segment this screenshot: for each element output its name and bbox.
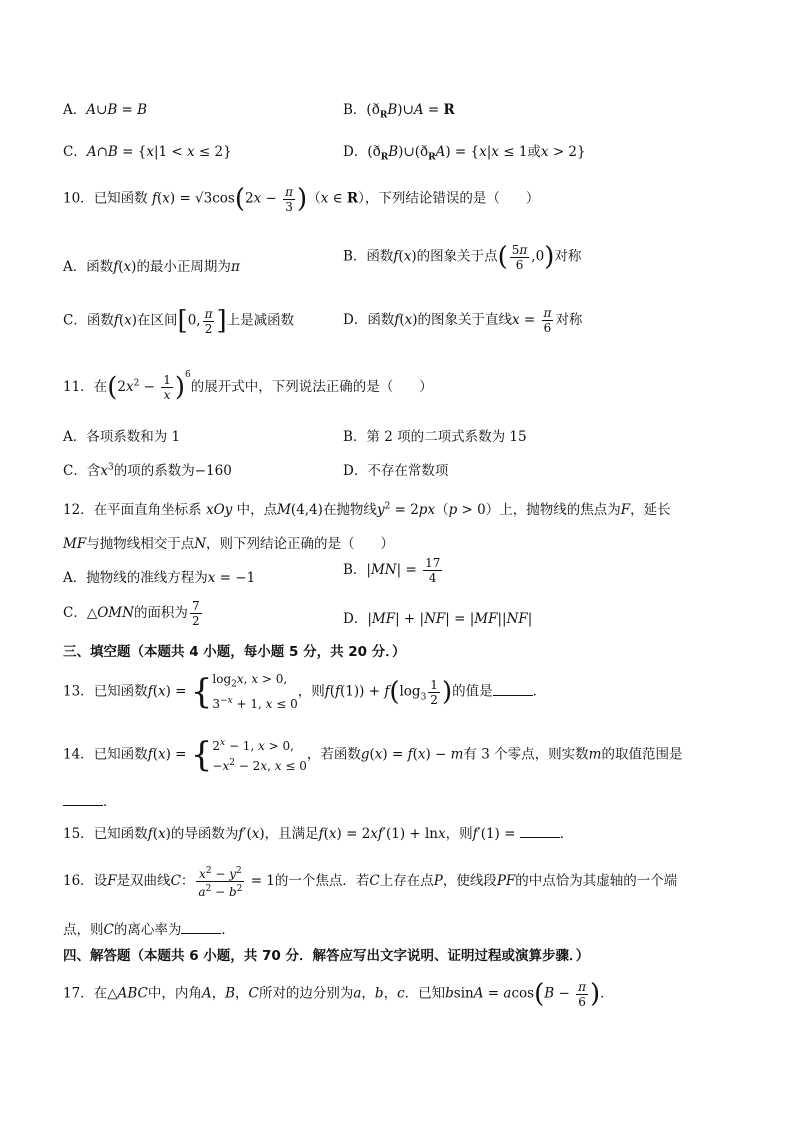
q12-option-c: C．△OMN的面积为 $\frac{7}{2}$ — [63, 599, 200, 628]
q10-option-a: A．函数f(x)的最小正周期为π — [63, 259, 240, 275]
q17-stem: 17．在△ABC中，内角A，B，C所对的边分别为a，b，c．已知bsinA = acos(B − $\frac{\pi}{6}$ )． — [63, 979, 614, 1009]
q14-stem: 14．已知函数$f(x) = \{2^x - 1$, x > 0, $-x^2 - 2x$, x ≤ 0，若函数g(x) = f(x) − m有 3 个零点，则实数m的取值范围是 — [63, 735, 683, 775]
q12-stem-line2: MF与抛物线相交于点N，则下列结论正确的是（ ） — [63, 536, 395, 552]
q10-stem: 10．已知函数 f(x) = √3cos(2x − $\frac{\pi}{3}$ )（x ∈ R），下列结论错误的是（ ） — [63, 184, 540, 214]
q15-stem: 15．已知函数f(x)的导函数为f′(x)，且满足f(x) = 2xf′(1) + lnx，则f′(1) = ． — [63, 826, 574, 842]
q9-option-c: C．A∩B = {x|1 < x ≤ 2} — [63, 144, 232, 160]
q9-option-a: A．A∪B = B — [63, 102, 148, 118]
section-4-heading: 四、解答题（本题共 6 小题，共 70 分．解答应写出文字说明、证明过程或演算步骤．） — [63, 948, 590, 964]
q9-option-b: B．$(ð_RB)\cup A = R$ — [343, 102, 455, 121]
q11-option-a: A．各项系数和为 1 — [63, 429, 181, 445]
q9-option-d: D．$(ð_RB)\cup(ð_RA) = \{x|x \le 1$或x > 2} — [343, 144, 586, 163]
q13-stem: 13．已知函数$f(x) = \{\log_2x$, x > 0, $3^{-x} + 1$, x ≤ 0，则$f(f(1)) + f(\log_3$ $\frac{1}{2}$ )的值是 ． — [63, 672, 547, 713]
q12-option-d: D．|MF| + |NF| = |MF||NF| — [343, 611, 533, 627]
section-3-heading: 三、填空题（本题共 4 小题，每小题 5 分，共 20 分．） — [63, 644, 406, 660]
q11-option-c: C．含$x^3$的项的系数为−160 — [63, 462, 232, 479]
q10-option-b: B．函数f(x)的图象关于点( $\frac{5\pi}{6}$ ,0)对称 — [343, 242, 582, 272]
q12-option-b: B．|MN| = $\frac{17}{4}$ — [343, 556, 441, 585]
q12-stem-line1: 12．在平面直角坐标系 xOy 中，点M(4,4)在抛物线$y^2 = 2px(p > 0)$上，抛物线的焦点为F，延长 — [63, 501, 671, 518]
q11-option-b: B．第 2 项的二项式系数为 15 — [343, 429, 527, 445]
q14-answer-line: ． — [63, 790, 117, 810]
q10-option-d: D．函数f(x)的图象关于直线x = $\frac{\pi}{6}$ 对称 — [343, 306, 583, 335]
q11-option-d: D．不存在常数项 — [343, 463, 449, 479]
q12-option-a: A．抛物线的准线方程为x = −1 — [63, 570, 256, 586]
q11-stem: 11．在($2x^2$ − $\frac{1}{x}$ )$^6$的展开式中，下列说法正确的是（ ） — [63, 370, 433, 403]
q10-option-c: C．函数f(x)在区间[0, $\frac{\pi}{2}$ ]上是减函数 — [63, 306, 295, 336]
q16-stem-line1: 16．设F是双曲线C： $\frac{x^2 - y^2}{a^2 - b^2}$ = 1的一个焦点．若C上存在点P，使线段PF的中点恰为其虚轴的一个端 — [63, 866, 678, 899]
q16-stem-line2: 点，则C的离心率为 ． — [63, 922, 235, 938]
